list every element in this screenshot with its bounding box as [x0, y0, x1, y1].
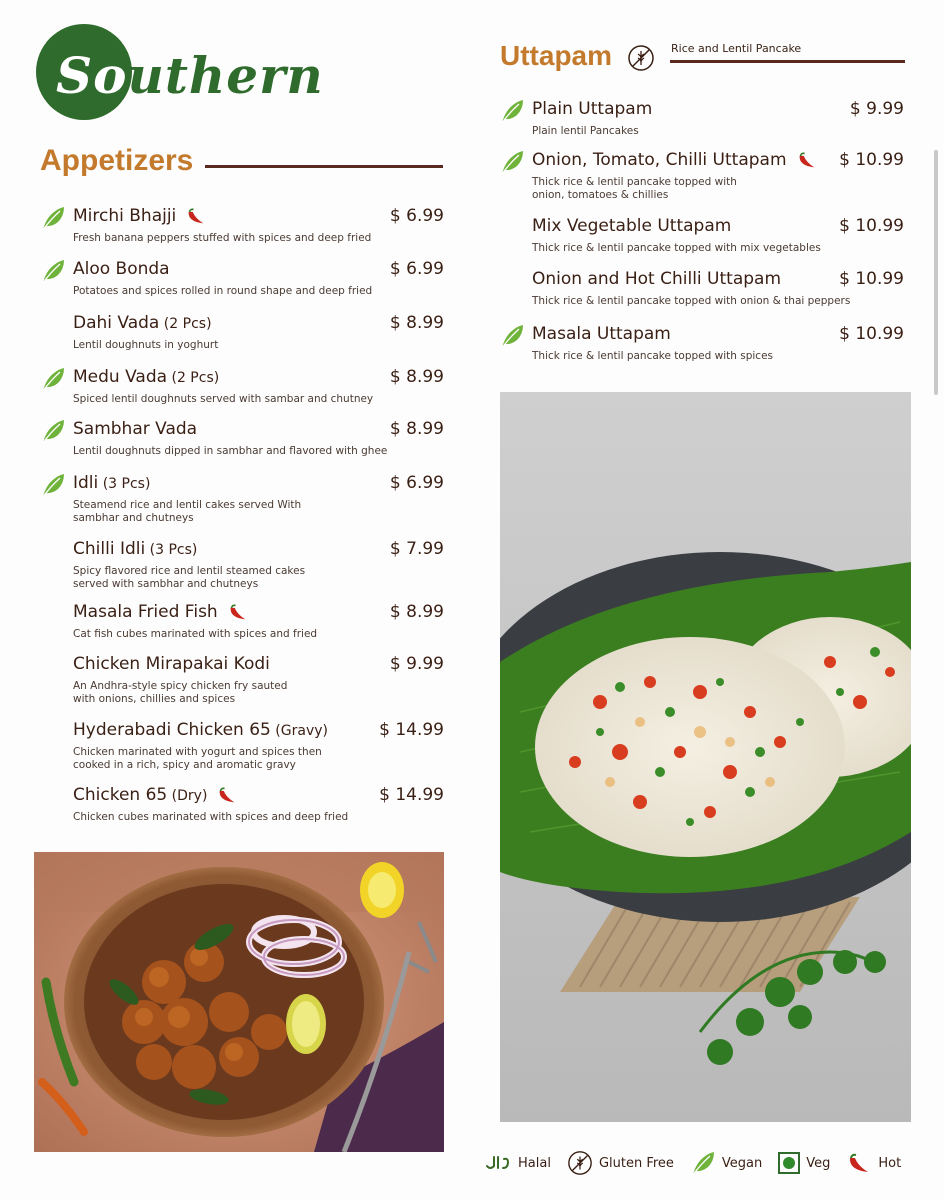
halal-icon	[484, 1152, 512, 1174]
menu-item-name: Masala Fried Fish	[73, 602, 218, 622]
appetizers-title: Appetizers	[40, 144, 194, 177]
menu-item-price: $ 7.99	[389, 539, 444, 559]
menu-item-name-row	[73, 206, 371, 226]
menu-item-quantity: (3 Pcs)	[98, 476, 151, 492]
menu-item-description: Thick rice & lentil pancake topped with spices	[532, 350, 773, 362]
leaf-icon	[40, 417, 66, 445]
menu-item-name: Onion and Hot Chilli Uttapam	[532, 269, 781, 289]
menu-item-name-row	[532, 216, 821, 236]
menu-item	[73, 367, 373, 406]
legend-gluten-free-label: Gluten Free	[598, 1155, 674, 1171]
menu-item-name: Onion, Tomato, Chilli Uttapam	[532, 150, 787, 170]
menu-item-description: Thick rice & lentil pancake topped with	[532, 176, 737, 188]
menu-item-name-row	[73, 259, 372, 279]
menu-item-price: $ 9.99	[389, 654, 444, 674]
legend-halal	[484, 1152, 551, 1174]
brand-initial: So	[56, 46, 128, 105]
legend-vegan-label: Vegan	[721, 1155, 763, 1171]
menu-item-description: Spiced lentil doughnuts served with sambar and chutney	[73, 393, 374, 405]
menu-item-name-row	[73, 539, 305, 559]
menu-item	[73, 259, 372, 298]
menu-item-name-row	[532, 324, 773, 344]
menu-item	[73, 602, 317, 641]
veg-icon	[778, 1152, 800, 1174]
brand-name	[56, 46, 324, 105]
scrollbar[interactable]	[934, 150, 938, 395]
menu-item-description: Steamend rice and lentil cakes served With	[73, 499, 302, 511]
menu-item-name: Mirchi Bhajji	[73, 206, 177, 226]
menu-item	[73, 720, 328, 772]
brand-logo	[36, 24, 326, 120]
legend-vegan	[690, 1149, 762, 1177]
menu-item-name: Chilli Idli	[73, 539, 146, 559]
menu-item-name: Masala Uttapam	[532, 324, 671, 344]
leaf-icon	[499, 148, 525, 176]
menu-item-description: Chicken marinated with yogurt and spices then	[73, 746, 322, 758]
legend-gluten-free	[567, 1150, 674, 1176]
legend	[484, 1148, 917, 1178]
menu-item-price: $ 10.99	[839, 150, 904, 170]
menu-item-name: Hyderabadi Chicken 65	[73, 720, 271, 740]
menu-item-price: $ 14.99	[379, 720, 444, 740]
chilli-icon	[184, 207, 208, 225]
leaf-icon	[499, 322, 525, 350]
menu-item-price: $ 8.99	[389, 313, 444, 333]
menu-item	[73, 313, 218, 352]
uttapam-photo	[500, 392, 911, 1122]
uttapam-rule	[670, 60, 905, 63]
chicken-65-photo	[34, 852, 444, 1152]
uttapam-subtitle: Rice and Lentil Pancake	[671, 42, 802, 55]
menu-item-description: onion, tomatoes & chillies	[532, 189, 669, 201]
leaf-icon	[499, 97, 525, 125]
leaf-icon	[690, 1149, 716, 1177]
leaf-icon	[40, 365, 66, 393]
menu-item-name-row	[73, 419, 387, 439]
menu-item-description: Thick rice & lentil pancake topped with onion & thai peppers	[532, 295, 851, 307]
menu-item	[73, 539, 305, 591]
menu-item-name: Sambhar Vada	[73, 419, 198, 439]
menu-item-description: An Andhra-style spicy chicken fry sauted	[73, 680, 288, 692]
menu-item	[532, 150, 819, 202]
menu-item-description: Lentil doughnuts dipped in sambhar and flavored with ghee	[73, 445, 388, 457]
menu-item-price: $ 10.99	[839, 269, 904, 289]
menu-item-name-row	[532, 99, 652, 119]
menu-item-price: $ 6.99	[389, 206, 444, 226]
menu-item	[532, 99, 652, 138]
menu-item-price: $ 10.99	[839, 324, 904, 344]
menu-item-name-row	[73, 720, 328, 740]
menu-item-price: $ 8.99	[389, 602, 444, 622]
menu-item-quantity: (Gravy)	[270, 723, 328, 739]
legend-veg-label: Veg	[806, 1155, 831, 1171]
leaf-icon	[40, 471, 66, 499]
menu-item-description: with onions, chillies and spices	[73, 693, 236, 705]
menu-item-description: Plain lentil Pancakes	[532, 125, 639, 137]
gluten-free-icon	[567, 1150, 593, 1176]
menu-item-name: Dahi Vada	[73, 313, 160, 333]
chilli-icon	[795, 151, 819, 169]
menu-item-description: Chicken cubes marinated with spices and deep fried	[73, 811, 349, 823]
menu-item-description: Potatoes and spices rolled in round shape and deep fried	[73, 285, 373, 297]
menu-item-price: $ 8.99	[389, 367, 444, 387]
menu-item-price: $ 9.99	[849, 99, 904, 119]
menu-item-price: $ 8.99	[389, 419, 444, 439]
menu-item-name: Chicken 65	[73, 785, 168, 805]
menu-item	[73, 473, 301, 525]
menu-item-price: $ 10.99	[839, 216, 904, 236]
menu-item-name: Plain Uttapam	[532, 99, 653, 119]
chilli-icon	[215, 786, 239, 804]
menu-item-price: $ 14.99	[379, 785, 444, 805]
menu-item-name-row	[532, 269, 850, 289]
menu-item-name-row	[73, 785, 348, 805]
chilli-icon	[226, 603, 250, 621]
legend-veg	[778, 1152, 830, 1174]
appetizers-rule	[205, 165, 443, 168]
menu-item-name: Mix Vegetable Uttapam	[532, 216, 732, 236]
menu-item-name: Idli	[73, 473, 99, 493]
menu-item-description: served with sambhar and chutneys	[73, 578, 259, 590]
menu-item	[532, 269, 850, 308]
leaf-icon	[40, 204, 66, 232]
menu-item	[73, 654, 287, 706]
menu-item-name-row	[73, 654, 287, 674]
menu-item-name-row	[73, 602, 317, 622]
menu-item-name: Chicken Mirapakai Kodi	[73, 654, 270, 674]
brand-rest: uthern	[127, 46, 324, 105]
menu-item-description: Lentil doughnuts in yoghurt	[73, 339, 219, 351]
menu-item-description: Cat fish cubes marinated with spices and fried	[73, 628, 318, 640]
menu-item-quantity: (Dry)	[167, 788, 208, 804]
menu-item-description: sambhar and chutneys	[73, 512, 194, 524]
legend-halal-label: Halal	[518, 1155, 551, 1171]
menu-item	[532, 216, 821, 255]
menu-item	[73, 206, 371, 245]
menu-item-name: Medu Vada	[73, 367, 168, 387]
uttapam-title: Uttapam	[500, 40, 613, 71]
menu-item-description: Thick rice & lentil pancake topped with mix vegetables	[532, 242, 821, 254]
menu-item-name: Aloo Bonda	[73, 259, 170, 279]
menu-item-quantity: (2 Pcs)	[167, 370, 220, 386]
menu-item-description: cooked in a rich, spicy and aromatic gravy	[73, 759, 296, 771]
menu-item	[73, 785, 348, 824]
menu-item-name-row	[73, 473, 301, 493]
menu-item-name-row	[532, 150, 819, 170]
menu-item-name-row	[73, 367, 373, 387]
leaf-icon	[40, 257, 66, 285]
menu-item-name-row	[73, 313, 218, 333]
menu-item-price: $ 6.99	[389, 473, 444, 493]
gluten-free-icon	[627, 44, 655, 72]
menu-item-description: Fresh banana peppers stuffed with spices and deep fried	[73, 232, 372, 244]
menu-item-quantity: (3 Pcs)	[145, 542, 198, 558]
legend-hot-label: Hot	[878, 1155, 902, 1171]
menu-item-quantity: (2 Pcs)	[159, 316, 212, 332]
menu-item	[532, 324, 773, 363]
menu-item	[73, 419, 387, 458]
menu-item-price: $ 6.99	[389, 259, 444, 279]
legend-hot	[846, 1152, 901, 1174]
menu-item-description: Spicy flavored rice and lentil steamed cakes	[73, 565, 306, 577]
chilli-icon	[846, 1152, 872, 1174]
